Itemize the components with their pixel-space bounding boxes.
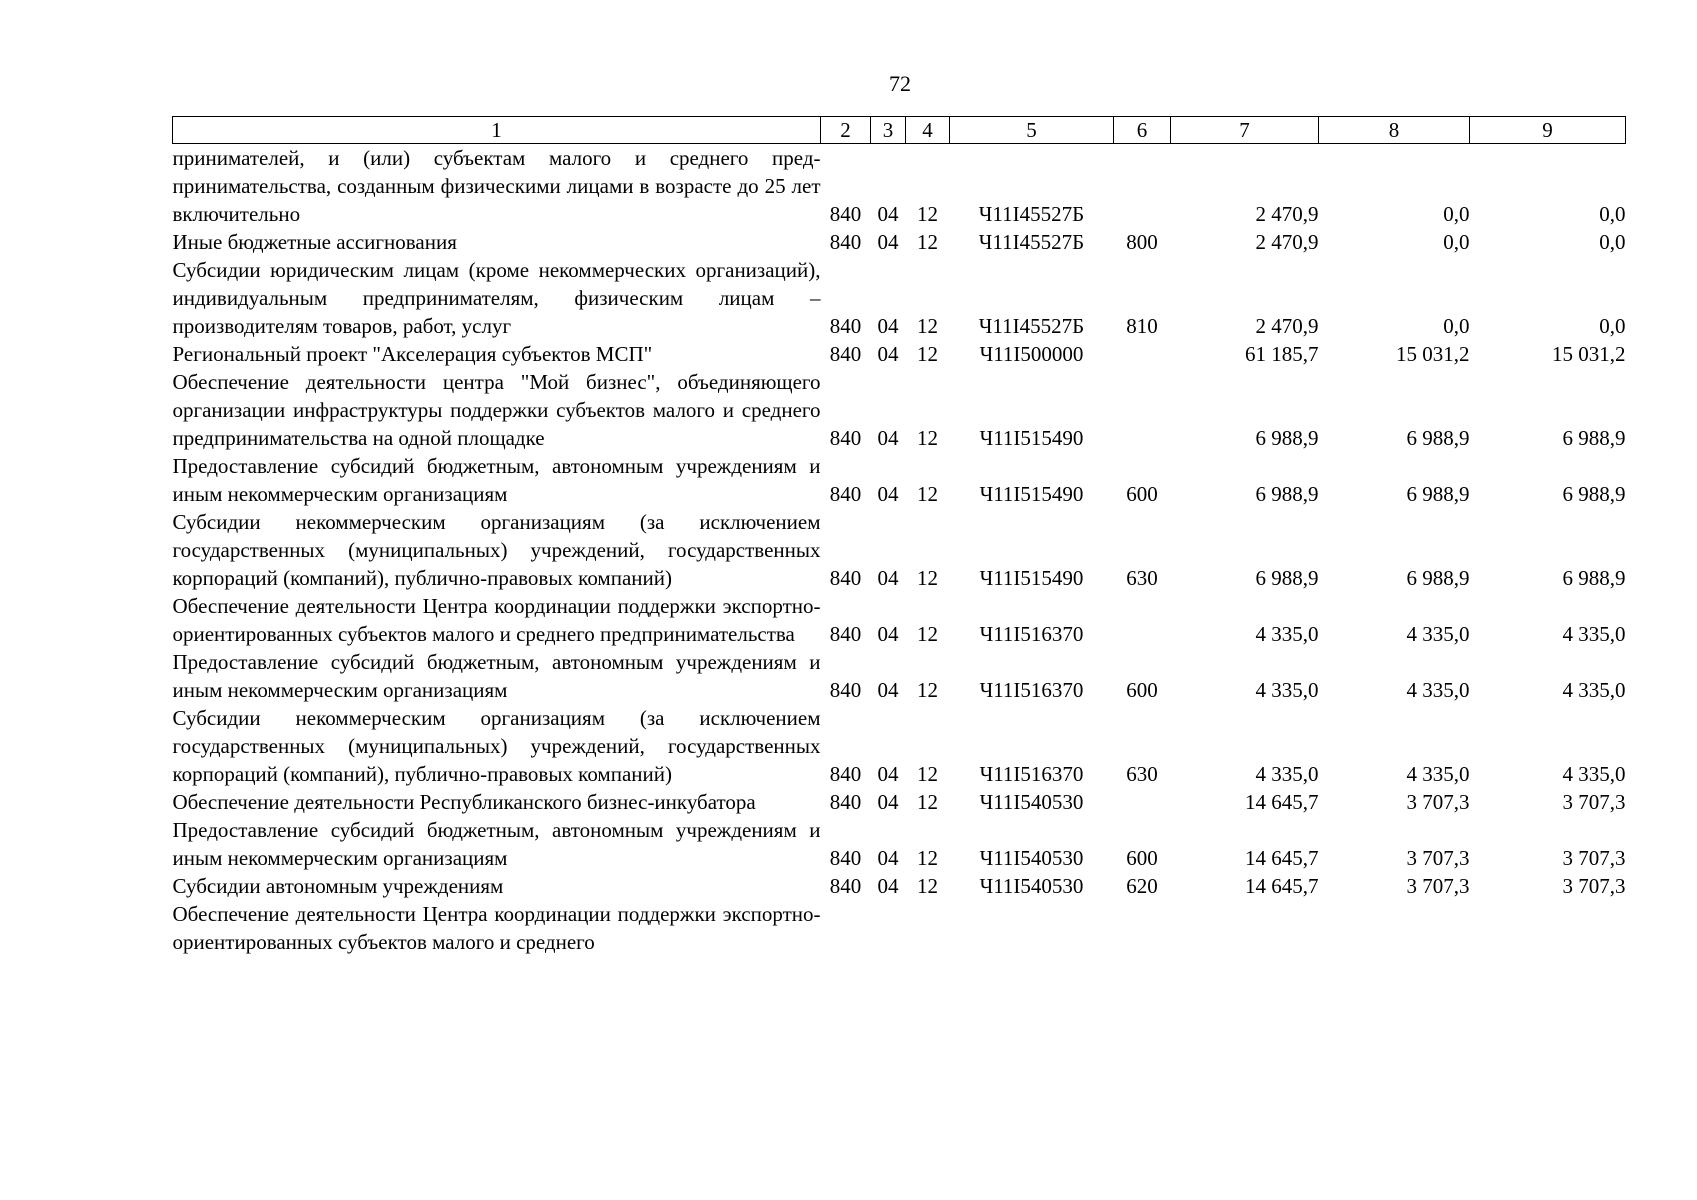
row-target-article-code: Ч11I516370 — [979, 762, 1084, 786]
page-number: 72 — [889, 71, 911, 96]
row-target-article-code: Ч11I500000 — [979, 342, 1084, 366]
row-subsection-code: 12 — [917, 874, 938, 898]
row-name: Субсидии автономным учреждениям — [172, 874, 504, 898]
row-grs-code: 840 — [829, 622, 862, 646]
row-amount-year-1: 14 645,7 — [1245, 846, 1319, 870]
row-target-article-code: Ч11I540530 — [979, 846, 1084, 870]
row-name: Субсидии юридическим лицам (кроме некоммерческих организаций), индивидуальным предпринимателям, физическим лицам – производителям товаров, работ, услуг — [172, 258, 821, 338]
table-row — [173, 816, 1626, 872]
table-row-continued — [173, 900, 1626, 956]
table-row — [173, 508, 1626, 592]
row-amount-year-1: 2 470,9 — [1255, 314, 1319, 338]
table-row — [173, 368, 1626, 452]
row-expense-type-code: 600 — [1126, 678, 1158, 702]
row-subsection-code: 12 — [917, 678, 938, 702]
row-target-article-code: Ч11I540530 — [979, 874, 1084, 898]
row-grs-code: 840 — [829, 342, 862, 366]
row-subsection-code: 12 — [917, 846, 938, 870]
row-amount-year-2: 3 707,3 — [1406, 790, 1470, 814]
row-expense-type-code: 630 — [1126, 566, 1158, 590]
row-expense-type-code — [1114, 144, 1171, 229]
row-subsection-code: 12 — [917, 426, 938, 450]
row-grs-code: 840 — [829, 678, 862, 702]
row-grs-code: 840 — [829, 202, 862, 226]
column-header: 7 — [1171, 117, 1319, 144]
row-amount-year-3: 15 031,2 — [1552, 342, 1626, 366]
column-header: 9 — [1470, 117, 1626, 144]
row-amount-year-1: 61 185,7 — [1245, 342, 1319, 366]
column-number-header — [173, 117, 1626, 144]
table-row — [173, 592, 1626, 648]
row-amount-year-3: 0,0 — [1599, 314, 1626, 338]
row-name: Предоставление субсидий бюджетным, автономным учреждениям и иным некоммерческим организациям — [172, 454, 821, 506]
row-expense-type-code — [1114, 788, 1171, 816]
row-grs-code: 840 — [829, 762, 862, 786]
row-amount-year-1: 4 335,0 — [1255, 678, 1319, 702]
row-section-code: 04 — [877, 566, 899, 590]
row-amount-year-2: 4 335,0 — [1406, 678, 1470, 702]
row-target-article-code: Ч11I45527Б — [978, 314, 1085, 338]
row-target-article-code: Ч11I45527Б — [978, 202, 1085, 226]
row-amount-year-3: 0,0 — [1599, 230, 1626, 254]
row-section-code: 04 — [877, 342, 899, 366]
row-section-code: 04 — [877, 482, 899, 506]
row-subsection-code: 12 — [917, 566, 938, 590]
column-header: 4 — [906, 117, 950, 144]
row-name: Предоставление субсидий бюджетным, автономным учреждениям и иным некоммерческим организациям — [172, 650, 821, 702]
row-target-article-code: Ч11I515490 — [979, 426, 1084, 450]
row-amount-year-3: 0,0 — [1599, 202, 1626, 226]
row-grs-code: 840 — [829, 314, 862, 338]
table-row — [173, 144, 1626, 229]
row-grs-code: 840 — [829, 426, 862, 450]
column-header: 1 — [173, 117, 821, 144]
row-amount-year-2: 0,0 — [1443, 202, 1470, 226]
column-header: 5 — [950, 117, 1114, 144]
table-row — [173, 340, 1626, 368]
row-section-code: 04 — [877, 846, 899, 870]
row-amount-year-2: 6 988,9 — [1406, 482, 1470, 506]
table-row — [173, 256, 1626, 340]
row-amount-year-2: 0,0 — [1443, 314, 1470, 338]
row-subsection-code: 12 — [917, 762, 938, 786]
row-name: Обеспечение деятельности Республиканского бизнес-инкубатора — [172, 790, 756, 814]
row-amount-year-2: 6 988,9 — [1406, 426, 1470, 450]
row-name: Обеспечение деятельности Центра координации поддержки экспортно-ориентированных субъектов малого и среднего предпринимательства — [172, 594, 821, 646]
row-grs-code: 840 — [829, 790, 862, 814]
row-target-article-code: Ч11I540530 — [979, 790, 1084, 814]
row-name: Предоставление субсидий бюджетным, автономным учреждениям и иным некоммерческим организациям — [172, 818, 821, 870]
row-amount-year-2: 15 031,2 — [1396, 342, 1470, 366]
column-header: 6 — [1114, 117, 1171, 144]
row-subsection-code: 12 — [917, 202, 938, 226]
row-expense-type-code: 630 — [1126, 762, 1158, 786]
row-name: Иные бюджетные ассигнования — [172, 230, 457, 254]
row-section-code: 04 — [877, 622, 899, 646]
row-grs-code: 840 — [829, 482, 862, 506]
row-section-code: 04 — [877, 762, 899, 786]
row-amount-year-1: 14 645,7 — [1245, 790, 1319, 814]
row-name: Обеспечение деятельности Центра координации поддержки экспортно-ориентированных субъектов малого и среднего — [172, 902, 821, 954]
row-amount-year-1: 6 988,9 — [1255, 482, 1319, 506]
row-expense-type-code — [1114, 592, 1171, 648]
row-amount-year-1: 6 988,9 — [1255, 566, 1319, 590]
row-expense-type-code: 600 — [1126, 846, 1158, 870]
table-row — [173, 872, 1626, 900]
row-amount-year-3: 3 707,3 — [1562, 846, 1626, 870]
row-name: Обеспечение деятельности центра "Мой бизнес", объединяющего организации инфраструктуры поддержки субъектов малого и среднего предпринимательства на одной площадке — [172, 370, 821, 450]
row-target-article-code: Ч11I515490 — [979, 482, 1084, 506]
row-target-article-code: Ч11I516370 — [979, 622, 1084, 646]
row-expense-type-code: 600 — [1126, 482, 1158, 506]
row-amount-year-2: 4 335,0 — [1406, 622, 1470, 646]
row-amount-year-1: 14 645,7 — [1245, 874, 1319, 898]
row-name: принимателей, и (или) субъектам малого и среднего предпринимательства, созданным физическими лицами в возрасте до 25 лет включительно — [172, 146, 821, 226]
row-section-code: 04 — [877, 230, 899, 254]
row-amount-year-1: 4 335,0 — [1255, 762, 1319, 786]
row-section-code: 04 — [877, 790, 899, 814]
row-amount-year-1: 2 470,9 — [1255, 202, 1319, 226]
table-row — [173, 228, 1626, 256]
table-row — [173, 704, 1626, 788]
row-name: Субсидии некоммерческим организациям (за исключением государственных (муниципальных) учреждений, государственных корпораций (компаний), публично-правовых компаний) — [172, 706, 821, 786]
row-subsection-code: 12 — [917, 342, 938, 366]
table-body — [173, 144, 1626, 901]
table-row — [173, 648, 1626, 704]
row-amount-year-2: 0,0 — [1443, 230, 1470, 254]
row-amount-year-3: 4 335,0 — [1562, 678, 1626, 702]
row-amount-year-3: 4 335,0 — [1562, 762, 1626, 786]
row-section-code: 04 — [877, 874, 899, 898]
row-expense-type-code: 810 — [1126, 314, 1158, 338]
row-amount-year-3: 3 707,3 — [1562, 790, 1626, 814]
row-name: Региональный проект "Акселерация субъектов МСП" — [172, 342, 653, 366]
row-amount-year-1: 6 988,9 — [1255, 426, 1319, 450]
row-subsection-code: 12 — [917, 622, 938, 646]
row-target-article-code: Ч11I516370 — [979, 678, 1084, 702]
row-target-article-code: Ч11I45527Б — [978, 230, 1085, 254]
row-expense-type-code: 800 — [1126, 230, 1158, 254]
table-row — [173, 452, 1626, 508]
row-target-article-code: Ч11I515490 — [979, 566, 1084, 590]
budget-table — [172, 116, 1626, 956]
row-amount-year-2: 3 707,3 — [1406, 874, 1470, 898]
row-grs-code: 840 — [829, 566, 862, 590]
row-amount-year-3: 6 988,9 — [1562, 426, 1626, 450]
row-grs-code: 840 — [829, 230, 862, 254]
row-amount-year-3: 6 988,9 — [1562, 482, 1626, 506]
column-header: 3 — [871, 117, 906, 144]
row-amount-year-3: 4 335,0 — [1562, 622, 1626, 646]
row-section-code: 04 — [877, 426, 899, 450]
row-amount-year-2: 6 988,9 — [1406, 566, 1470, 590]
row-grs-code: 840 — [829, 874, 862, 898]
row-amount-year-1: 2 470,9 — [1255, 230, 1319, 254]
row-section-code: 04 — [877, 202, 899, 226]
row-expense-type-code — [1114, 368, 1171, 452]
row-amount-year-1: 4 335,0 — [1255, 622, 1319, 646]
row-amount-year-2: 4 335,0 — [1406, 762, 1470, 786]
row-amount-year-3: 6 988,9 — [1562, 566, 1626, 590]
column-header: 8 — [1319, 117, 1470, 144]
row-subsection-code: 12 — [917, 482, 938, 506]
row-amount-year-2: 3 707,3 — [1406, 846, 1470, 870]
row-subsection-code: 12 — [917, 230, 938, 254]
row-subsection-code: 12 — [917, 314, 938, 338]
row-name: Субсидии некоммерческим организациям (за исключением государственных (муниципальных) учреждений, государственных корпораций (компаний), публично-правовых компаний) — [172, 510, 821, 590]
table-row — [173, 788, 1626, 816]
row-section-code: 04 — [877, 314, 899, 338]
column-header: 2 — [821, 117, 871, 144]
row-grs-code: 840 — [829, 846, 862, 870]
row-amount-year-3: 3 707,3 — [1562, 874, 1626, 898]
row-subsection-code: 12 — [917, 790, 938, 814]
row-expense-type-code: 620 — [1126, 874, 1158, 898]
row-section-code: 04 — [877, 678, 899, 702]
row-expense-type-code — [1114, 340, 1171, 368]
